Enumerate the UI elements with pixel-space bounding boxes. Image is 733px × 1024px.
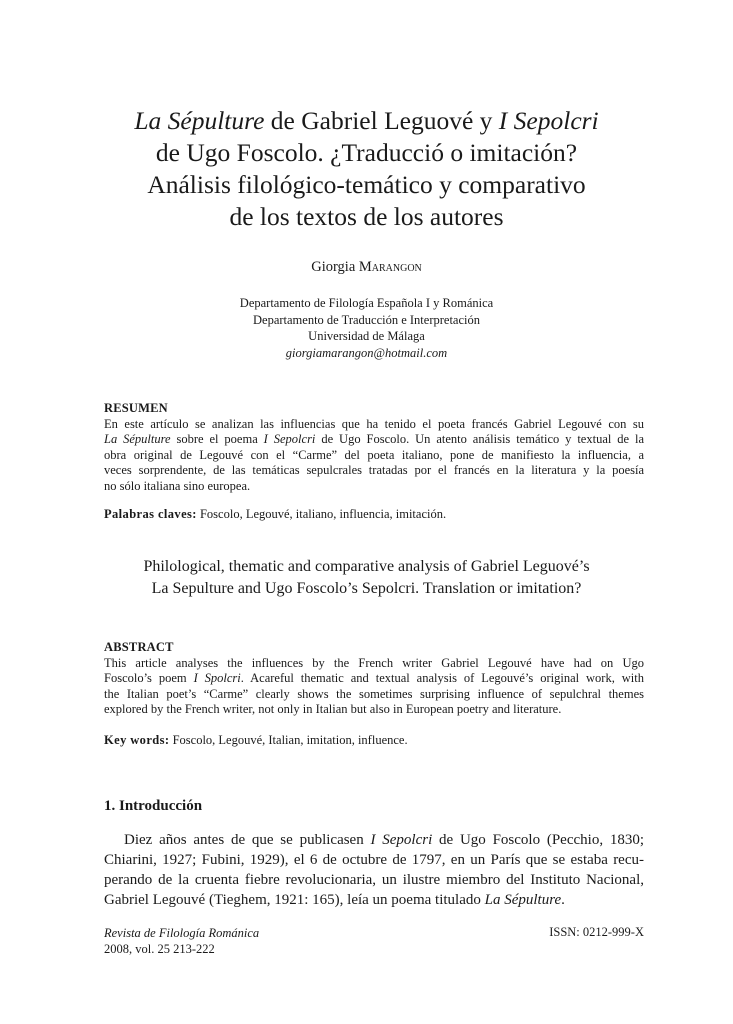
title-line-3: Análisis filológico-temático y comparativo bbox=[147, 170, 586, 199]
body-italic-2: La Sépulture bbox=[484, 892, 562, 908]
resumen-line-2-a: sobre el poema bbox=[170, 432, 264, 446]
body-line-3: perando de la cruenta fiebre revolucionaria, un ilustre miembro del Instituto Nacional, bbox=[104, 872, 644, 888]
english-title-line-2: La Sepulture and Ugo Foscolo’s Sepolcri. Translation or imitation? bbox=[151, 580, 582, 597]
body-line-1-b: de Ugo Foscolo (Pecchio, 1830; bbox=[432, 832, 645, 848]
resumen-heading: RESUMEN bbox=[104, 401, 168, 415]
abstract-line-4: explored by the French writer, not only in Italian but also in European poetry and literature. bbox=[104, 702, 562, 716]
title-line-4: de los textos de los autores bbox=[229, 202, 504, 231]
key-words-text: Foscolo, Legouvé, Italian, imitation, influence. bbox=[169, 733, 408, 747]
body-line-4-a: Gabriel Legouvé (Tieghem, 1921: 165), leía un poema titulado bbox=[104, 892, 485, 908]
body-line-4-b: . bbox=[561, 892, 565, 908]
footer-journal-info bbox=[104, 925, 259, 957]
footer-volume: 2008, vol. 25 213-222 bbox=[104, 942, 215, 956]
resumen-line-1: En este artículo se analizan las influencias que ha tenido el poeta francés Gabriel Legouvé con su bbox=[104, 416, 644, 431]
author-email[interactable] bbox=[60, 345, 673, 362]
palabras-claves-text: Foscolo, Legouvé, italiano, influencia, imitación. bbox=[196, 507, 447, 521]
palabras-claves-label: Palabras claves: bbox=[104, 507, 197, 521]
author-affiliation bbox=[60, 295, 673, 361]
affiliation-department-2: Departamento de Traducción e Interpretación bbox=[253, 312, 480, 327]
author-last-name: Marangon bbox=[358, 259, 422, 275]
title-line-1 bbox=[60, 105, 673, 137]
author-email-text: giorgiamarangon@hotmail.com bbox=[285, 345, 448, 360]
title-line-1-middle: de Gabriel Leguové y bbox=[264, 106, 499, 135]
abstract-italic: I Spolcri bbox=[193, 671, 241, 685]
resumen-line-3: obra original de Legouvé con el “Carme” del poeta italiano, pone de manifiesto la influencia, a bbox=[104, 447, 644, 462]
abstract-line-2-b: . Acareful thematic and textual analysis of Legouvé’s original work, with bbox=[240, 671, 644, 685]
title-line-2: de Ugo Foscolo. ¿Traducció o imitación? bbox=[155, 138, 578, 167]
body-italic-1: I Sepolcri bbox=[370, 832, 433, 848]
abstract-line-1: This article analyses the influences by the French writer Gabriel Legouvé have had on Ugo bbox=[104, 655, 644, 670]
affiliation-department-1: Departamento de Filología Española I y Románica bbox=[239, 296, 494, 310]
english-title bbox=[60, 556, 673, 600]
english-title-line-1: Philological, thematic and comparative analysis of Gabriel Leguové’s bbox=[143, 558, 590, 575]
abstract-line-2 bbox=[104, 671, 644, 687]
footer-journal-name-text: Revista de Filología Románica bbox=[104, 926, 260, 940]
resumen-italic-1: La Sépulture bbox=[104, 432, 171, 446]
abstract-line-2-a: Foscolo’s poem bbox=[104, 671, 194, 685]
resumen-italic-2: I Sepolcri bbox=[263, 432, 316, 446]
palabras-claves bbox=[104, 507, 644, 522]
resumen-line-2 bbox=[104, 432, 644, 448]
body-line-2: Chiarini, 1927; Fubini, 1929), el 6 de octubre de 1797, en un París que se estaba recu- bbox=[104, 852, 644, 868]
title-italic-work-1: La Sépulture bbox=[134, 106, 265, 135]
key-words-label: Key words: bbox=[104, 733, 170, 747]
author-first-name: Giorgia bbox=[311, 259, 359, 275]
article-title bbox=[60, 105, 673, 233]
abstract-section bbox=[104, 640, 644, 718]
abstract-line-3: the Italian poet’s “Carme” clearly shows the sometimes surprising influence of sepulchral themes bbox=[104, 686, 644, 701]
body-line-1-a: Diez años antes de que se publicasen bbox=[124, 832, 371, 848]
title-italic-work-2: I Sepolcri bbox=[498, 106, 599, 135]
footer-journal-name bbox=[104, 925, 259, 941]
body-line-4 bbox=[104, 890, 644, 910]
resumen-section bbox=[104, 401, 644, 494]
author-name bbox=[60, 259, 673, 276]
body-paragraph bbox=[104, 830, 644, 910]
abstract-heading: ABSTRACT bbox=[104, 640, 174, 654]
affiliation-university: Universidad de Málaga bbox=[308, 329, 425, 343]
resumen-line-4: veces sorprendente, de las temáticas sepulcrales tratadas por el francés en la literatura y la poesía bbox=[104, 463, 644, 477]
body-line-1 bbox=[104, 830, 644, 850]
resumen-line-2-b: de Ugo Foscolo. Un atento análisis temático y textual de la bbox=[315, 432, 644, 446]
footer-issn: ISSN: 0212-999-X bbox=[549, 925, 644, 939]
key-words bbox=[104, 733, 644, 748]
resumen-line-5: no sólo italiana sino europea. bbox=[104, 478, 251, 493]
section-heading-introduccion: 1. Introducción bbox=[104, 798, 203, 814]
